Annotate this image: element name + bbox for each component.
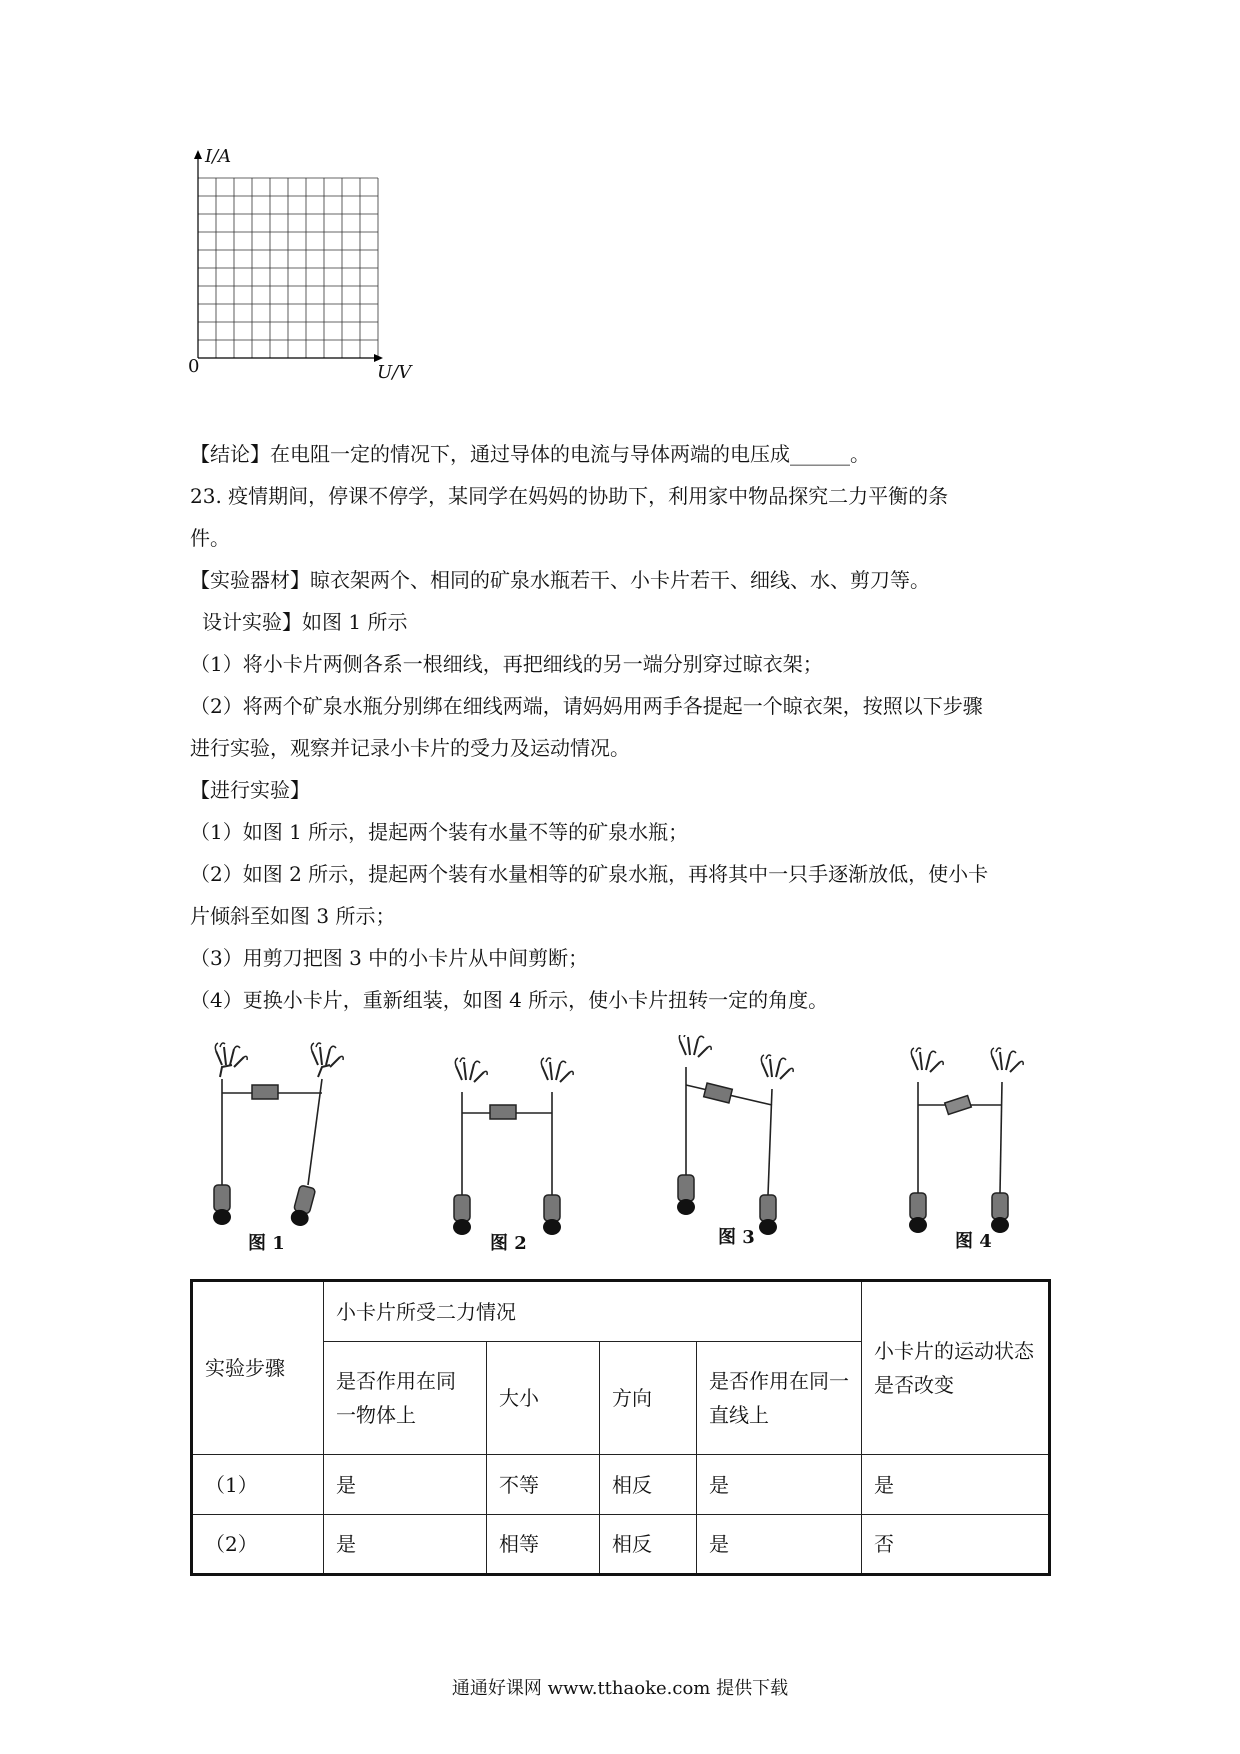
x-axis-label: U/V <box>377 362 412 383</box>
results-table-wrap <box>190 1279 1051 1576</box>
subheader-size: 大小 <box>487 1342 600 1455</box>
figure-2-label: 图 2 <box>490 1233 527 1254</box>
subheader-direction: 方向 <box>600 1342 697 1455</box>
design-step-1: （1）将小卡片两侧各系一根细线，再把细线的另一端分别穿过晾衣架； <box>190 652 823 676</box>
y-axis-label: I/A <box>205 146 232 167</box>
figure-3 <box>677 1035 793 1235</box>
iu-graph <box>170 146 412 383</box>
row1-same-object: 是 <box>324 1455 487 1515</box>
graph-grid <box>198 178 378 358</box>
design-step-2-line1: （2）将两个矿泉水瓶分别绑在细线两端，请妈妈用两手各提起一个晾衣架，按照以下步骤 <box>190 694 983 718</box>
procedure-step-2-line2: 片倾斜至如图 3 所示； <box>190 904 396 928</box>
procedure-step-3: （3）用剪刀把图 3 中的小卡片从中间剪断； <box>190 946 589 970</box>
iu-graph-svg <box>170 150 410 380</box>
row2-same-line: 是 <box>697 1515 862 1575</box>
y-axis-arrow-icon <box>194 150 202 159</box>
row1-size: 不等 <box>487 1455 600 1515</box>
figure-2 <box>453 1058 573 1235</box>
figure-1-label: 图 1 <box>248 1233 285 1254</box>
design-heading: 设计实验】如图 1 所示 <box>202 610 408 634</box>
q23-intro-line1: 23. 疫情期间，停课不停学，某同学在妈妈的协助下，利用家中物品探究二力平衡的条 <box>190 484 949 508</box>
row2-step: （2） <box>192 1515 324 1575</box>
materials-text: 【实验器材】晾衣架两个、相同的矿泉水瓶若干、小卡片若干、细线、水、剪刀等。 <box>190 568 930 592</box>
table-row <box>192 1455 1050 1515</box>
x-axis-arrow-icon <box>374 354 383 362</box>
row2-direction: 相反 <box>600 1515 697 1575</box>
header-motion: 小卡片的运动状态是否改变 <box>862 1281 1050 1455</box>
row1-direction: 相反 <box>600 1455 697 1515</box>
conclusion-text: 【结论】在电阻一定的情况下，通过导体的电流与导体两端的电压成______。 <box>190 442 870 466</box>
procedure-step-1: （1）如图 1 所示，提起两个装有水量不等的矿泉水瓶； <box>190 820 689 844</box>
row2-motion: 否 <box>862 1515 1050 1575</box>
procedure-step-4: （4）更换小卡片，重新组装，如图 4 所示，使小卡片扭转一定的角度。 <box>190 988 829 1012</box>
figure-1 <box>213 1043 343 1228</box>
origin-label: 0 <box>188 356 200 377</box>
figure-4 <box>909 1048 1023 1233</box>
row1-motion: 是 <box>862 1455 1050 1515</box>
header-step: 实验步骤 <box>192 1281 324 1455</box>
procedure-heading: 【进行实验】 <box>190 778 310 802</box>
procedure-step-2-line1: （2）如图 2 所示，提起两个装有水量相等的矿泉水瓶，再将其中一只手逐渐放低，使小卡 <box>190 862 989 886</box>
subheader-same-line: 是否作用在同一直线上 <box>697 1342 862 1455</box>
figure-4-label: 图 4 <box>955 1231 992 1252</box>
row1-same-line: 是 <box>697 1455 862 1515</box>
page-footer: 通通好课网 www.tthaoke.com 提供下载 <box>451 1678 789 1699</box>
results-table <box>190 1279 1051 1576</box>
row1-step: （1） <box>192 1455 324 1515</box>
table-header-row <box>192 1281 1050 1342</box>
design-step-2-line2: 进行实验，观察并记录小卡片的受力及运动情况。 <box>190 736 630 760</box>
q23-intro-line2: 件。 <box>190 526 230 550</box>
table-row <box>192 1515 1050 1575</box>
experiment-figures <box>0 1035 1240 1235</box>
header-force-group: 小卡片所受二力情况 <box>324 1281 862 1342</box>
row2-same-object: 是 <box>324 1515 487 1575</box>
row2-size: 相等 <box>487 1515 600 1575</box>
subheader-same-object: 是否作用在同一物体上 <box>324 1342 487 1455</box>
figure-3-label: 图 3 <box>718 1227 755 1248</box>
